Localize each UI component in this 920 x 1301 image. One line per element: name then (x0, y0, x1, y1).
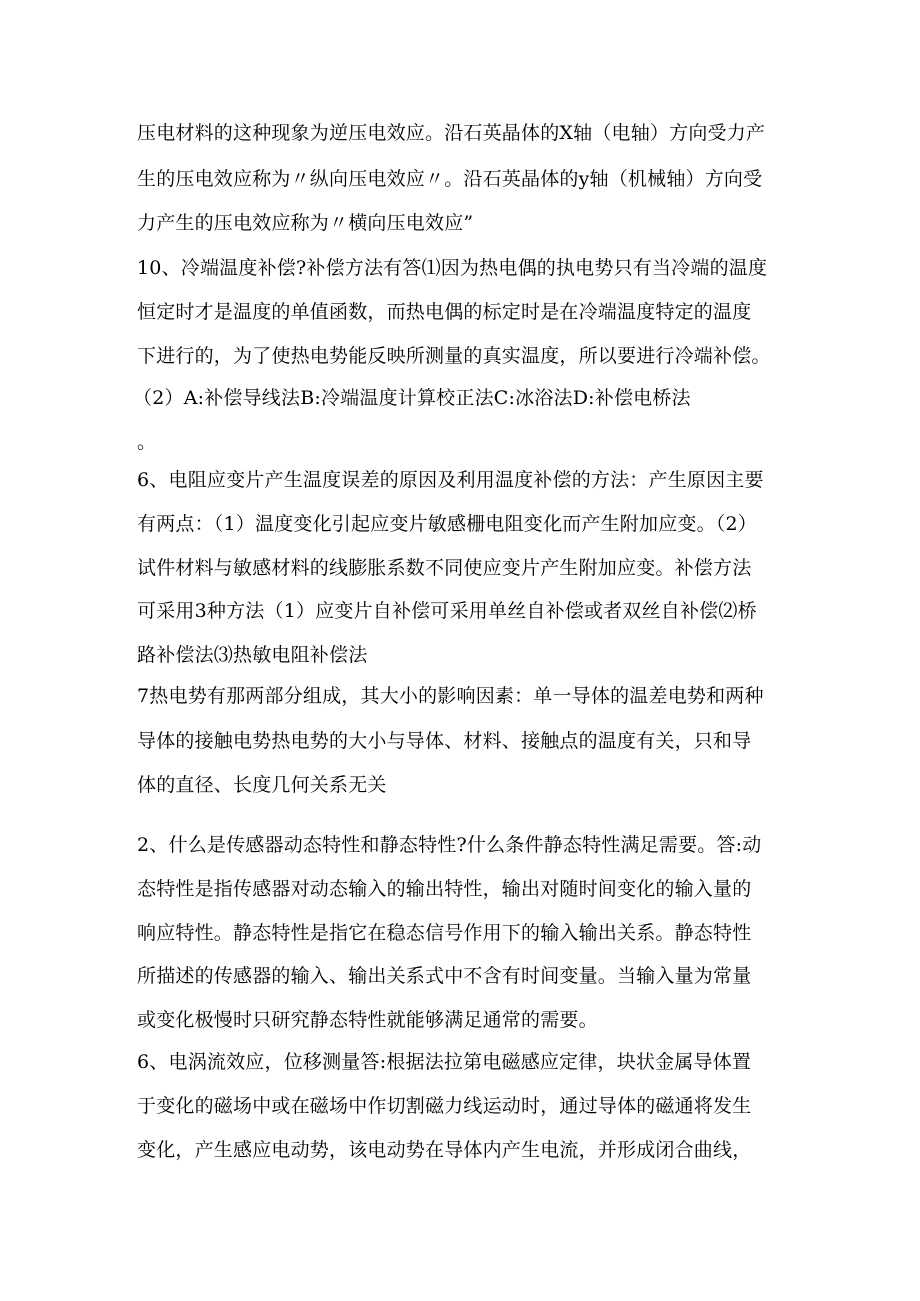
text-line: （2）A:补偿导线法B:冷端温度计算校正法C:冰浴法D:补偿电桥法 (133, 387, 691, 409)
text-line: 有两点：（1）温度变化引起应变片敏感栅电阻变化而产生附加应变。（2） (137, 513, 757, 535)
text-line: 试件材料与敏感材料的线膨胀系数不同使应变片产生附加应变。补偿方法 (137, 557, 752, 579)
text-line: 7热电势有那两部分组成，其大小的影响因素：单一导体的温差电势和两种 (137, 685, 764, 707)
text-line: 于变化的磁场中或在磁场中作切割磁力线运动时，通过导体的磁通将发生 (137, 1095, 752, 1117)
text-line: 6、电阻应变片产生温度误差的原因及利用温度补偿的方法：产生原因主要 (137, 469, 764, 491)
text-line: 恒定时才是温度的单值函数，而热电偶的标定时是在冷端温度特定的温度 (137, 301, 752, 323)
text-line: 压电材料的这种现象为逆压电效应。沿石英晶体的X轴（电轴）方向受力产 (137, 122, 766, 144)
text-line: 6、电涡流效应，位移测量答:根据法拉第电磁感应定律，块状金属导体置 (137, 1051, 752, 1073)
text-line: 所描述的传感器的输入、输出关系式中不含有时间变量。当输入量为常量 (137, 965, 752, 987)
text-line: 。 (137, 431, 157, 453)
text-line: 导体的接触电势热电势的大小与导体、材料、接触点的温度有关，只和导 (137, 730, 752, 752)
text-line: 或变化极慢时只研究静态特性就能够满足通常的需要。 (137, 1009, 598, 1031)
text-line: 生的压电效应称为〃纵向压电效应〃。沿石英晶体的y轴（机械轴）方向受 (137, 168, 763, 190)
text-line: 可采用3种方法（1）应变片自补偿可采用单丝自补偿或者双丝自补偿⑵桥 (137, 600, 757, 622)
text-line: 力产生的压电效应称为〃横向压电效应” (137, 212, 474, 234)
text-line: 路补偿法⑶热敏电阻补偿法 (137, 644, 368, 666)
text-line: 态特性是指传感器对动态输入的输出特性，输出对随时间变化的输入量的 (137, 878, 752, 900)
text-line: 体的直径、长度几何关系无关 (137, 774, 387, 796)
text-line: 10、冷端温度补偿?补偿方法有答⑴因为热电偶的执电势只有当冷端的温度 (137, 257, 768, 279)
text-line: 下进行的，为了使热电势能反映所测量的真实温度，所以要进行冷端补偿。 (137, 345, 771, 367)
text-line: 2、什么是传感器动态特性和静态特性?什么条件静态特性满足需要。答:动 (137, 834, 762, 856)
text-line: 变化，产生感应电动势，该电动势在导体内产生电流，并形成闭合曲线， (137, 1139, 752, 1161)
text-line: 响应特性。静态特性是指它在稳态信号作用下的输入输出关系。静态特性 (137, 922, 752, 944)
